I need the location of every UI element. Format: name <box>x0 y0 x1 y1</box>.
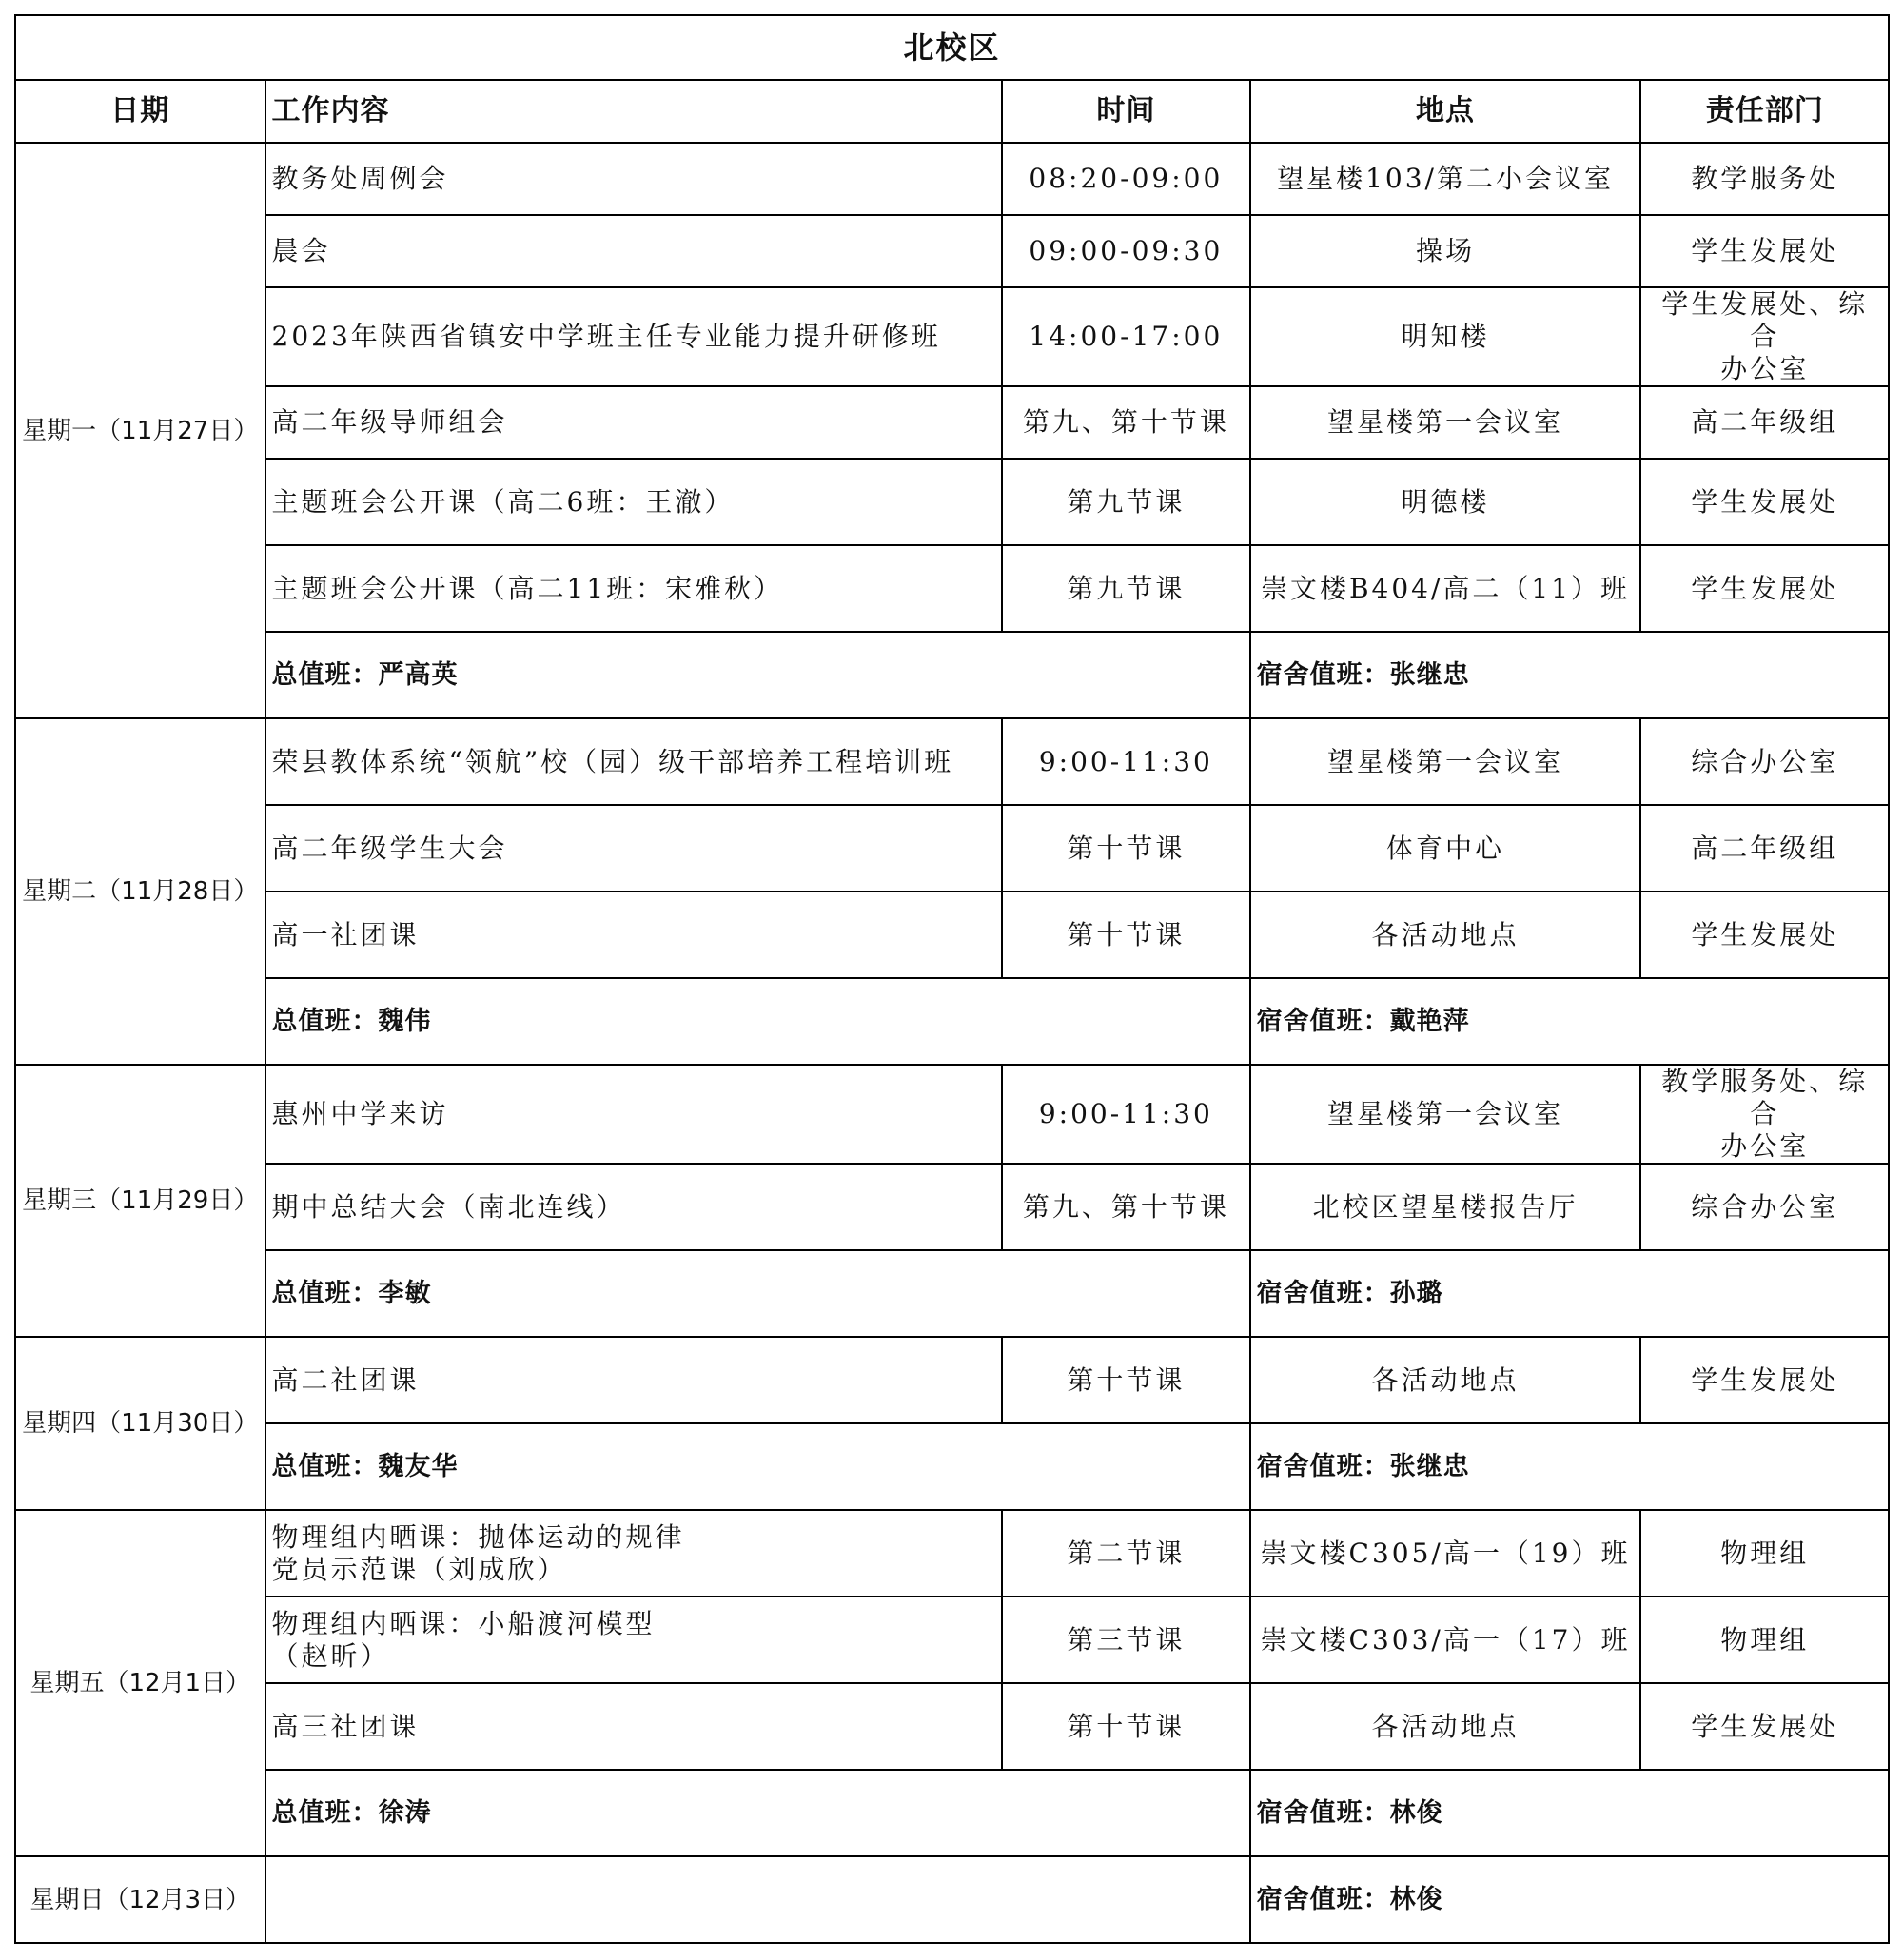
table-row <box>15 1597 1889 1683</box>
department-cell <box>1640 1065 1889 1164</box>
table-row <box>15 1337 1889 1423</box>
table-row <box>15 287 1889 386</box>
work-content-cell-line: 物理组内晒课：小船渡河模型 <box>271 1607 656 1639</box>
day-date-cell: 星期一（11月27日） <box>15 143 265 718</box>
duty-row <box>15 1856 1889 1943</box>
time-cell: 第三节课 <box>1002 1597 1250 1683</box>
time-cell: 第二节课 <box>1002 1510 1250 1597</box>
location-cell: 体育中心 <box>1250 805 1641 892</box>
day-date-cell: 星期四（11月30日） <box>15 1337 265 1510</box>
table-row <box>15 545 1889 632</box>
location-cell: 崇文楼C303/高一（17）班 <box>1250 1597 1641 1683</box>
location-cell: 明德楼 <box>1250 459 1641 545</box>
work-content-cell-line: （赵昕） <box>271 1639 390 1672</box>
dorm-duty-cell: 宿舍值班：张继忠 <box>1250 1423 1889 1510</box>
work-content-cell <box>265 1597 1003 1683</box>
table-row <box>15 1510 1889 1597</box>
department-cell: 学生发展处 <box>1640 215 1889 287</box>
work-content-cell: 荣县教体系统“领航”校（园）级干部培养工程培训班 <box>265 718 1003 805</box>
work-content-cell: 期中总结大会（南北连线） <box>265 1164 1003 1250</box>
department-cell: 综合办公室 <box>1640 1164 1889 1250</box>
table-row <box>15 1683 1889 1770</box>
duty-row <box>15 1250 1889 1337</box>
schedule-table <box>14 14 1890 1944</box>
general-duty-cell: 总值班：魏友华 <box>265 1423 1250 1510</box>
time-cell: 14:00-17:00 <box>1002 287 1250 386</box>
table-row <box>15 805 1889 892</box>
time-cell: 9:00-11:30 <box>1002 1065 1250 1164</box>
department-cell: 学生发展处 <box>1640 545 1889 632</box>
table-row <box>15 459 1889 545</box>
location-cell: 崇文楼B404/高二（11）班 <box>1250 545 1641 632</box>
time-cell: 第十节课 <box>1002 1337 1250 1423</box>
work-content-cell: 高一社团课 <box>265 892 1003 978</box>
table-row <box>15 143 1889 215</box>
table-row <box>15 215 1889 287</box>
dorm-duty-cell: 宿舍值班：孙璐 <box>1250 1250 1889 1337</box>
general-duty-cell <box>265 1856 1250 1943</box>
work-content-cell: 2023年陕西省镇安中学班主任专业能力提升研修班 <box>265 287 1003 386</box>
general-duty-cell: 总值班：李敏 <box>265 1250 1250 1337</box>
department-cell-line: 办公室 <box>1720 1130 1810 1162</box>
work-content-cell: 教务处周例会 <box>265 143 1003 215</box>
dorm-duty-cell: 宿舍值班：林俊 <box>1250 1856 1889 1943</box>
time-cell: 第十节课 <box>1002 1683 1250 1770</box>
duty-row <box>15 632 1889 718</box>
department-cell-line: 教学服务处、综合 <box>1661 1066 1869 1129</box>
work-content-cell-line: 党员示范课（刘成欣） <box>271 1553 567 1585</box>
table-row <box>15 892 1889 978</box>
time-cell: 第十节课 <box>1002 892 1250 978</box>
location-cell: 北校区望星楼报告厅 <box>1250 1164 1641 1250</box>
time-cell: 第九、第十节课 <box>1002 1164 1250 1250</box>
table-row <box>15 386 1889 459</box>
work-content-cell: 高二年级学生大会 <box>265 805 1003 892</box>
department-cell: 学生发展处 <box>1640 1683 1889 1770</box>
work-content-cell <box>265 1510 1003 1597</box>
location-cell: 各活动地点 <box>1250 1683 1641 1770</box>
header-row <box>15 80 1889 143</box>
location-cell: 各活动地点 <box>1250 892 1641 978</box>
department-cell: 物理组 <box>1640 1510 1889 1597</box>
department-cell: 高二年级组 <box>1640 386 1889 459</box>
location-cell: 望星楼103/第二小会议室 <box>1250 143 1641 215</box>
work-content-cell: 高二社团课 <box>265 1337 1003 1423</box>
time-cell: 第十节课 <box>1002 805 1250 892</box>
location-cell: 明知楼 <box>1250 287 1641 386</box>
duty-row <box>15 978 1889 1065</box>
header-department: 责任部门 <box>1640 80 1889 143</box>
table-title: 北校区 <box>15 15 1889 80</box>
location-cell: 望星楼第一会议室 <box>1250 386 1641 459</box>
day-date-cell: 星期三（11月29日） <box>15 1065 265 1337</box>
duty-row <box>15 1423 1889 1510</box>
header-time: 时间 <box>1002 80 1250 143</box>
work-content-cell-line: 物理组内晒课：抛体运动的规律 <box>271 1520 685 1553</box>
table-row <box>15 1065 1889 1164</box>
time-cell: 第九、第十节课 <box>1002 386 1250 459</box>
header-date: 日期 <box>15 80 265 143</box>
time-cell: 第九节课 <box>1002 459 1250 545</box>
work-content-cell: 惠州中学来访 <box>265 1065 1003 1164</box>
work-content-cell: 高三社团课 <box>265 1683 1003 1770</box>
general-duty-cell: 总值班：魏伟 <box>265 978 1250 1065</box>
department-cell: 高二年级组 <box>1640 805 1889 892</box>
time-cell: 09:00-09:30 <box>1002 215 1250 287</box>
department-cell: 学生发展处 <box>1640 892 1889 978</box>
department-cell: 教学服务处 <box>1640 143 1889 215</box>
general-duty-cell: 总值班：严高英 <box>265 632 1250 718</box>
location-cell: 各活动地点 <box>1250 1337 1641 1423</box>
location-cell: 望星楼第一会议室 <box>1250 1065 1641 1164</box>
time-cell: 第九节课 <box>1002 545 1250 632</box>
location-cell: 望星楼第一会议室 <box>1250 718 1641 805</box>
day-date-cell: 星期日（12月3日） <box>15 1856 265 1943</box>
location-cell: 操场 <box>1250 215 1641 287</box>
day-date-cell: 星期二（11月28日） <box>15 718 265 1065</box>
location-cell: 崇文楼C305/高一（19）班 <box>1250 1510 1641 1597</box>
work-content-cell: 主题班会公开课（高二11班：宋雅秋） <box>265 545 1003 632</box>
duty-row <box>15 1770 1889 1856</box>
department-cell-line: 办公室 <box>1720 353 1810 384</box>
department-cell: 物理组 <box>1640 1597 1889 1683</box>
dorm-duty-cell: 宿舍值班：戴艳萍 <box>1250 978 1889 1065</box>
time-cell: 08:20-09:00 <box>1002 143 1250 215</box>
department-cell-line: 学生发展处、综合 <box>1661 288 1869 352</box>
time-cell: 9:00-11:30 <box>1002 718 1250 805</box>
dorm-duty-cell: 宿舍值班：张继忠 <box>1250 632 1889 718</box>
work-content-cell: 主题班会公开课（高二6班：王澈） <box>265 459 1003 545</box>
day-date-cell: 星期五（12月1日） <box>15 1510 265 1856</box>
title-row <box>15 15 1889 80</box>
table-row <box>15 718 1889 805</box>
department-cell <box>1640 287 1889 386</box>
dorm-duty-cell: 宿舍值班：林俊 <box>1250 1770 1889 1856</box>
table-row <box>15 1164 1889 1250</box>
department-cell: 综合办公室 <box>1640 718 1889 805</box>
department-cell: 学生发展处 <box>1640 1337 1889 1423</box>
header-content: 工作内容 <box>265 80 1003 143</box>
work-content-cell: 晨会 <box>265 215 1003 287</box>
header-location: 地点 <box>1250 80 1641 143</box>
general-duty-cell: 总值班：徐涛 <box>265 1770 1250 1856</box>
work-content-cell: 高二年级导师组会 <box>265 386 1003 459</box>
department-cell: 学生发展处 <box>1640 459 1889 545</box>
